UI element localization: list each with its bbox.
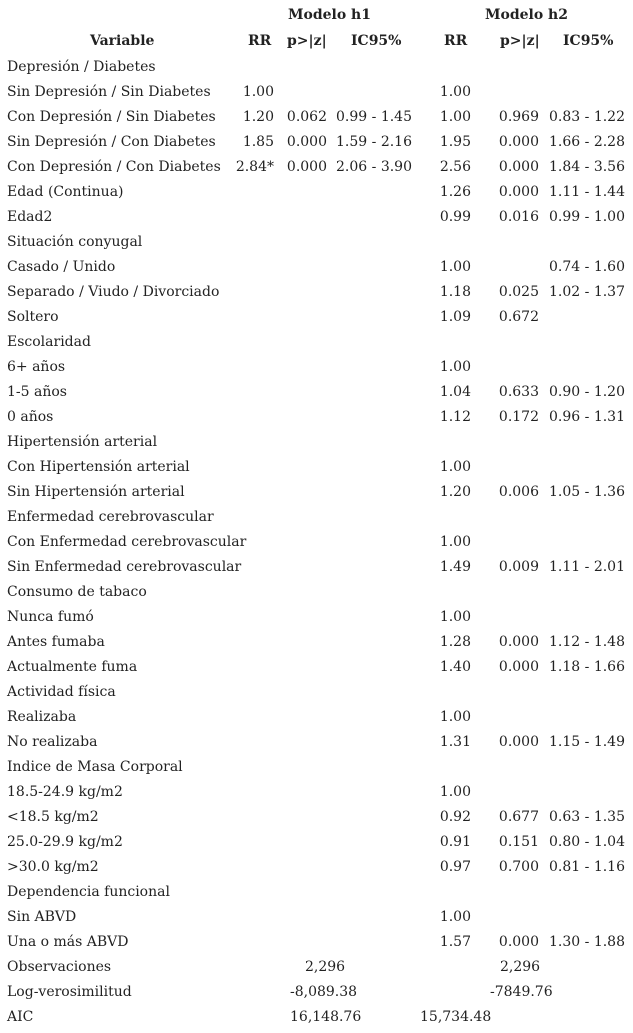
rr2-value: 1.00 xyxy=(439,609,471,625)
p2-value: 0.000 xyxy=(498,184,539,200)
rr1-value: 2.84* xyxy=(235,159,274,175)
p2-header: p>|z| xyxy=(500,33,540,49)
row-label: Indice de Masa Corporal xyxy=(7,759,183,775)
rr2-value: 1.00 xyxy=(439,784,471,800)
row-label: Sin Hipertensión arterial xyxy=(7,484,185,500)
row-label: Con Enfermedad cerebrovascular xyxy=(7,534,247,550)
row-label: Actualmente fuma xyxy=(7,659,138,675)
ci2-value: 1.11 - 1.44 xyxy=(549,184,625,200)
rr2-value: 0.91 xyxy=(439,834,471,850)
ci2-value: 0.74 - 1.60 xyxy=(549,259,625,275)
ci1-value: 1.59 - 2.16 xyxy=(336,134,412,150)
rr1-value: 1.20 xyxy=(242,109,274,125)
rr2-value: 1.09 xyxy=(439,309,471,325)
row-label: Escolaridad xyxy=(7,334,91,350)
rr2-value: 1.00 xyxy=(439,709,471,725)
rr2-value: 1.57 xyxy=(439,934,471,950)
ci2-value: 1.66 - 2.28 xyxy=(549,134,625,150)
ci2-value: 0.99 - 1.00 xyxy=(549,209,625,225)
ci2-value: 1.02 - 1.37 xyxy=(549,284,625,300)
variable-header: Variable xyxy=(90,33,155,49)
row-label: Edad2 xyxy=(7,209,53,225)
row-label: Enfermedad cerebrovascular xyxy=(7,509,214,525)
model-h1-title: Modelo h1 xyxy=(288,7,371,23)
ci2-value: 0.83 - 1.22 xyxy=(549,109,625,125)
rr2-value: 1.20 xyxy=(439,484,471,500)
p2-value: 0.000 xyxy=(498,659,539,675)
row-label: 18.5-24.9 kg/m2 xyxy=(7,784,123,800)
rr2-value: 1.31 xyxy=(439,734,471,750)
row-label: Con Hipertensión arterial xyxy=(7,459,190,475)
ci2-value: 1.11 - 2.01 xyxy=(549,559,625,575)
rr2-value: 0.92 xyxy=(439,809,471,825)
row-label: 25.0-29.9 kg/m2 xyxy=(7,834,123,850)
row-label: Situación conyugal xyxy=(7,234,143,250)
loglik-m1: -8,089.38 xyxy=(290,984,358,1000)
row-label: Separado / Viudo / Divorciado xyxy=(7,284,220,300)
row-label: 6+ años xyxy=(7,359,66,375)
row-label: 1-5 años xyxy=(7,384,67,400)
p1-value: 0.000 xyxy=(286,134,327,150)
p2-value: 0.000 xyxy=(498,634,539,650)
rr2-value: 0.97 xyxy=(439,859,471,875)
rr2-value: 1.28 xyxy=(439,634,471,650)
row-label: Consumo de tabaco xyxy=(7,584,147,600)
row-label: Soltero xyxy=(7,309,59,325)
rr2-value: 1.26 xyxy=(439,184,471,200)
rr2-value: 0.99 xyxy=(439,209,471,225)
p2-value: 0.000 xyxy=(498,159,539,175)
p2-value: 0.006 xyxy=(498,484,539,500)
p2-value: 0.016 xyxy=(498,209,539,225)
row-label: Hipertensión arterial xyxy=(7,434,158,450)
rr2-value: 1.00 xyxy=(439,84,471,100)
rr1-header: RR xyxy=(248,33,272,49)
p2-value: 0.633 xyxy=(498,384,539,400)
model-h2-title: Modelo h2 xyxy=(485,7,568,23)
rr2-value: 1.00 xyxy=(439,459,471,475)
row-label: >30.0 kg/m2 xyxy=(7,859,99,875)
ci2-header: IC95% xyxy=(563,33,614,49)
row-label: Sin Depresión / Con Diabetes xyxy=(7,134,216,150)
p2-value: 0.000 xyxy=(498,934,539,950)
rr2-value: 1.00 xyxy=(439,359,471,375)
ci2-value: 0.63 - 1.35 xyxy=(549,809,625,825)
row-label: <18.5 kg/m2 xyxy=(7,809,99,825)
ci2-value: 1.05 - 1.36 xyxy=(549,484,625,500)
loglik-label: Log-verosimilitud xyxy=(7,984,132,1000)
row-label: Realizaba xyxy=(7,709,77,725)
p1-value: 0.000 xyxy=(286,159,327,175)
row-label: Depresión / Diabetes xyxy=(7,59,156,75)
ci2-value: 1.18 - 1.66 xyxy=(549,659,625,675)
p2-value: 0.000 xyxy=(498,134,539,150)
ci2-value: 1.30 - 1.88 xyxy=(549,934,625,950)
rr2-value: 1.95 xyxy=(439,134,471,150)
rr2-value: 1.04 xyxy=(439,384,471,400)
ci2-value: 1.12 - 1.48 xyxy=(549,634,625,650)
ci1-value: 2.06 - 3.90 xyxy=(336,159,412,175)
observations-label: Observaciones xyxy=(7,959,112,975)
p2-value: 0.000 xyxy=(498,734,539,750)
row-label: Edad (Continua) xyxy=(7,184,124,200)
p1-value: 0.062 xyxy=(286,109,327,125)
observations-m1: 2,296 xyxy=(305,959,346,975)
aic-label: AIC xyxy=(7,1009,34,1025)
ci2-value: 0.90 - 1.20 xyxy=(549,384,625,400)
row-label: Con Depresión / Sin Diabetes xyxy=(7,109,216,125)
rr2-value: 1.12 xyxy=(439,409,471,425)
rr2-value: 1.00 xyxy=(439,534,471,550)
ci1-value: 0.99 - 1.45 xyxy=(336,109,412,125)
rr1-value: 1.85 xyxy=(242,134,274,150)
rr2-value: 2.56 xyxy=(439,159,471,175)
row-label: Antes fumaba xyxy=(7,634,105,650)
row-label: Con Depresión / Con Diabetes xyxy=(7,159,221,175)
rr2-value: 1.00 xyxy=(439,259,471,275)
row-label: Sin ABVD xyxy=(7,909,77,925)
ci1-header: IC95% xyxy=(351,33,402,49)
ci2-value: 0.80 - 1.04 xyxy=(549,834,625,850)
rr2-header: RR xyxy=(444,33,468,49)
p2-value: 0.677 xyxy=(498,809,539,825)
row-label: Nunca fumó xyxy=(7,609,94,625)
loglik-m2: -7849.76 xyxy=(490,984,553,1000)
rr2-value: 1.00 xyxy=(439,909,471,925)
row-label: Actividad física xyxy=(7,684,116,700)
aic-m2: 15,734.48 xyxy=(420,1009,492,1025)
row-label: Sin Depresión / Sin Diabetes xyxy=(7,84,211,100)
p2-value: 0.700 xyxy=(498,859,539,875)
p2-value: 0.009 xyxy=(498,559,539,575)
ci2-value: 1.15 - 1.49 xyxy=(549,734,625,750)
p2-value: 0.172 xyxy=(498,409,539,425)
p2-value: 0.025 xyxy=(498,284,539,300)
ci2-value: 0.81 - 1.16 xyxy=(549,859,625,875)
rr2-value: 1.00 xyxy=(439,109,471,125)
rr2-value: 1.18 xyxy=(439,284,471,300)
row-label: Casado / Unido xyxy=(7,259,116,275)
observations-m2: 2,296 xyxy=(500,959,541,975)
p2-value: 0.672 xyxy=(498,309,539,325)
ci2-value: 1.84 - 3.56 xyxy=(549,159,625,175)
aic-m1: 16,148.76 xyxy=(290,1009,362,1025)
rr2-value: 1.49 xyxy=(439,559,471,575)
p2-value: 0.151 xyxy=(498,834,539,850)
row-label: No realizaba xyxy=(7,734,98,750)
row-label: Sin Enfermedad cerebrovascular xyxy=(7,559,242,575)
row-label: Dependencia funcional xyxy=(7,884,170,900)
ci2-value: 0.96 - 1.31 xyxy=(549,409,625,425)
rr1-value: 1.00 xyxy=(242,84,274,100)
row-label: 0 años xyxy=(7,409,54,425)
p1-header: p>|z| xyxy=(287,33,327,49)
rr2-value: 1.40 xyxy=(439,659,471,675)
p2-value: 0.969 xyxy=(498,109,539,125)
row-label: Una o más ABVD xyxy=(7,934,129,950)
